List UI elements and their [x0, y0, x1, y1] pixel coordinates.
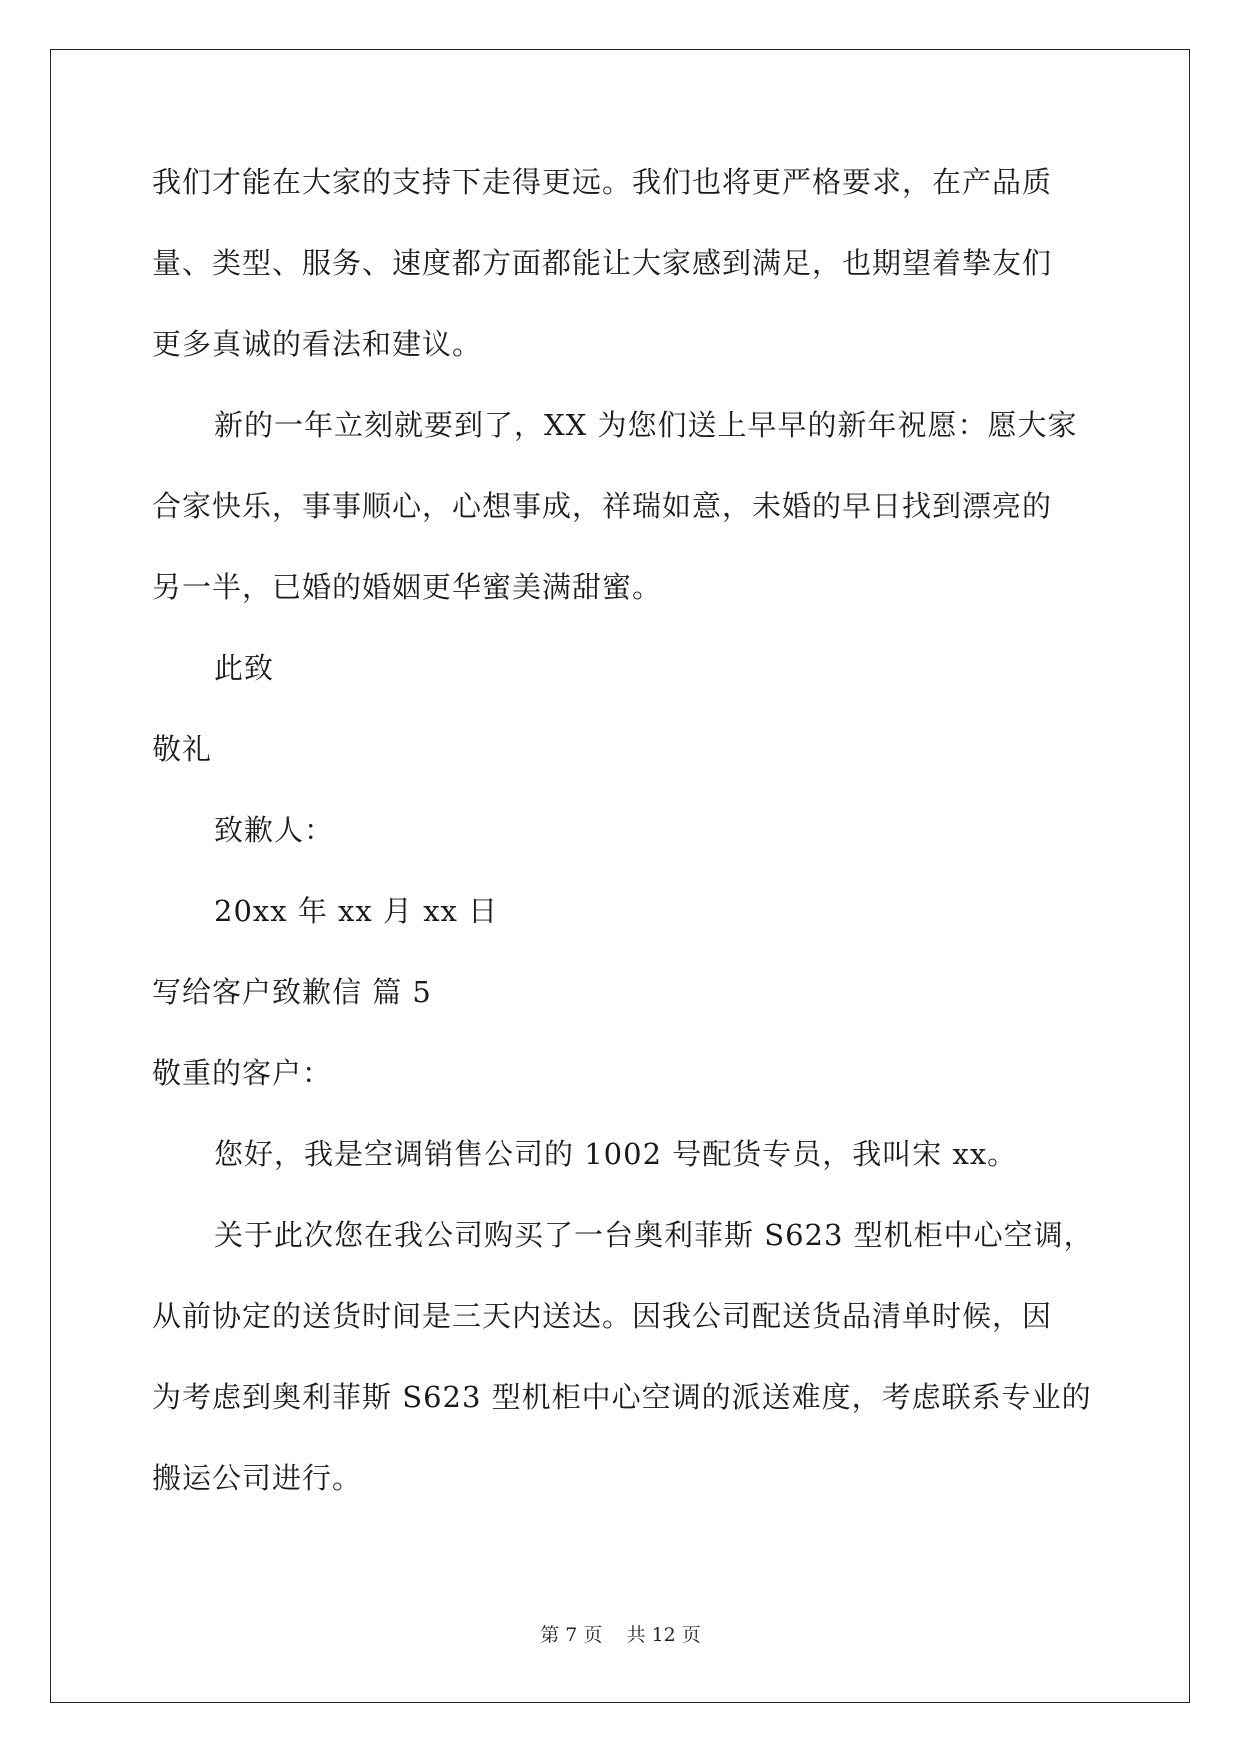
document-body: [152, 160, 1092, 1537]
signature-date: 20xx 年 xx 月 xx 日: [214, 894, 499, 928]
body-line: 我们才能在大家的支持下走得更远。我们也将更严格要求，在产品质: [152, 165, 1053, 199]
body-line: 合家快乐，事事顺心，心想事成，祥瑞如意，未婚的早日找到漂亮的: [152, 489, 1053, 523]
closing-regards: 敬礼: [152, 732, 213, 766]
body-line: 为考虑到奥利菲斯 S623 型机柜中心空调的派送难度，考虑联系专业的: [152, 1380, 1092, 1414]
page-number: 第 7 页 共 12 页: [540, 1624, 701, 1646]
section-heading: 写给客户致歉信 篇 5: [152, 975, 432, 1009]
body-line: 关于此次您在我公司购买了一台奥利菲斯 S623 型机柜中心空调，: [214, 1218, 1094, 1252]
signature-label: 致歉人：: [214, 813, 335, 847]
body-line: 新的一年立刻就要到了，XX 为您们送上早早的新年祝愿：愿大家: [214, 408, 1078, 442]
body-line: 量、类型、服务、速度都方面都能让大家感到满足，也期望着挚友们: [152, 246, 1053, 280]
body-line: 更多真诚的看法和建议。: [152, 327, 483, 361]
closing-salutation: 此致: [214, 651, 275, 685]
greeting: 敬重的客户：: [152, 1056, 333, 1090]
body-line: 您好，我是空调销售公司的 1002 号配货专员，我叫宋 xx。: [214, 1137, 1018, 1171]
body-line: 从前协定的送货时间是三天内送达。因我公司配送货品清单时候，因: [152, 1299, 1053, 1333]
body-line: 搬运公司进行。: [152, 1461, 363, 1495]
body-line: 另一半，已婚的婚姻更华蜜美满甜蜜。: [152, 570, 663, 604]
